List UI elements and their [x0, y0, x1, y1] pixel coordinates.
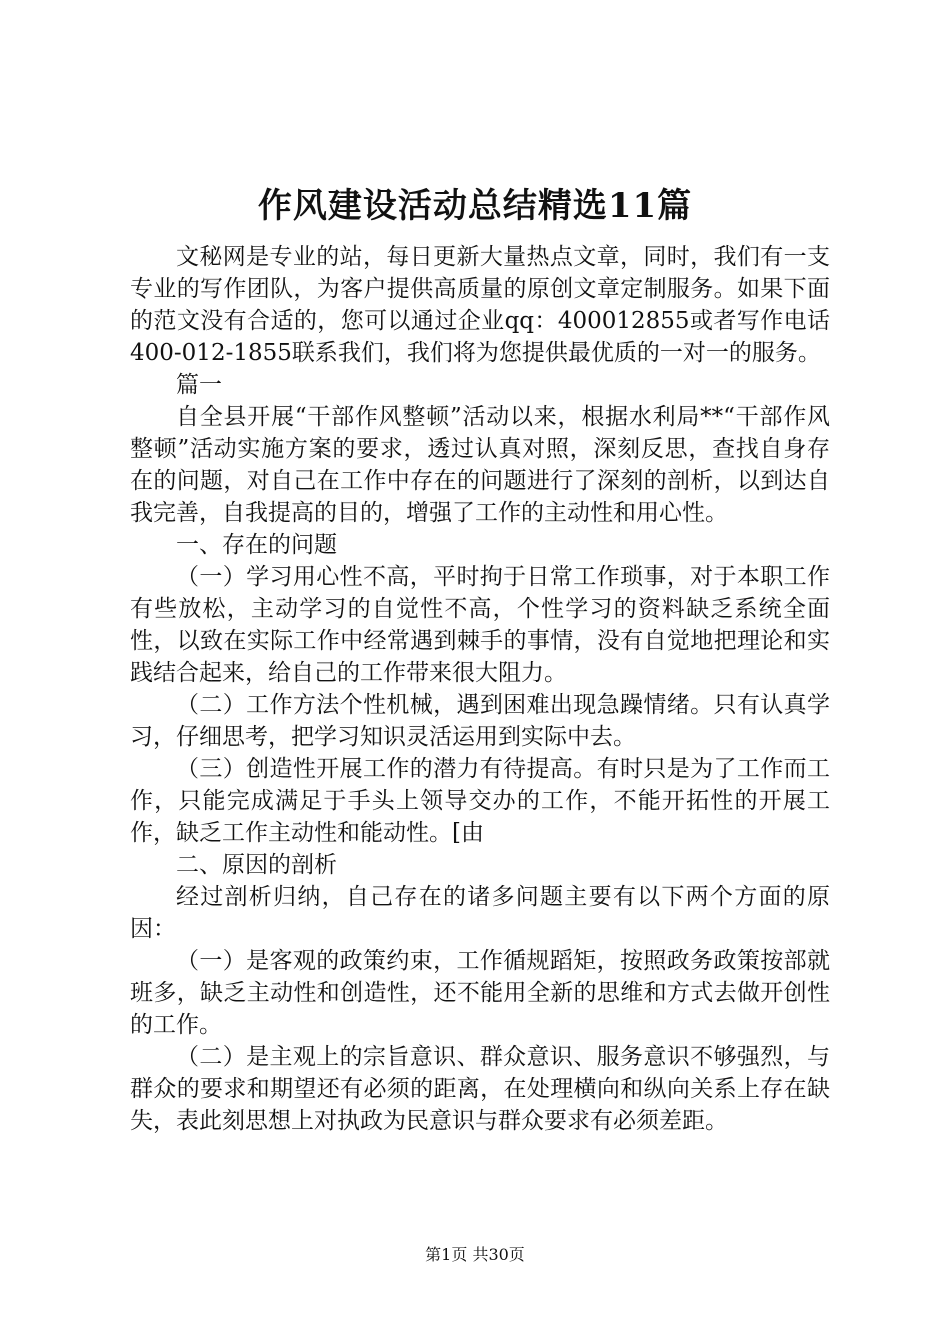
section-heading: 一、存在的问题	[176, 532, 337, 558]
body-paragraph: （二）是主观上的宗旨意识、群众意识、服务意识不够强烈，与群众的要求和期望还有必须的距离，在处理横向和纵向关系上存在缺失，表此刻思想上对执政为民意识与群众要求有必须差距。	[130, 1044, 830, 1134]
page-number-footer: 第1页 共30页	[425, 1245, 525, 1264]
body-paragraph: （二）工作方法个性机械，遇到困难出现急躁情绪。只有认真学习，仔细思考，把学习知识灵活运用到实际中去。	[130, 692, 830, 750]
section-heading: 二、原因的剖析	[176, 852, 337, 878]
body-paragraph: （一）是客观的政策约束，工作循规蹈矩，按照政务政策按部就班多，缺乏主动性和创造性，还不能用全新的思维和方式去做开创性的工作。	[130, 948, 830, 1038]
document-title: 作风建设活动总结精选11篇	[257, 186, 693, 226]
intro-paragraph: 文秘网是专业的站，每日更新大量热点文章，同时，我们有一支专业的写作团队，为客户提供高质量的原创文章定制服务。如果下面的范文没有合适的，您可以通过企业qq：400012855或者写作电话400-012-1855联系我们，我们将为您提供最优质的一对一的服务。	[130, 244, 830, 366]
document-body	[130, 241, 830, 1137]
body-paragraph: 经过剖析归纳，自己存在的诸多问题主要有以下两个方面的原因：	[130, 884, 830, 942]
section-label: 篇一	[176, 372, 222, 398]
body-paragraph: （三）创造性开展工作的潜力有待提高。有时只是为了工作而工作，只能完成满足于手头上领导交办的工作，不能开拓性的开展工作，缺乏工作主动性和能动性。[由	[130, 756, 830, 846]
body-paragraph: （一）学习用心性不高，平时拘于日常工作琐事，对于本职工作有些放松，主动学习的自觉性不高，个性学习的资料缺乏系统全面性，以致在实际工作中经常遇到棘手的事情，没有自觉地把理论和实践结合起来，给自己的工作带来很大阻力。	[130, 564, 830, 686]
body-paragraph: 自全县开展“干部作风整顿”活动以来，根据水利局**“干部作风整顿”活动实施方案的要求，透过认真对照，深刻反思，查找自身存在的问题，对自己在工作中存在的问题进行了深刻的剖析，以到达自我完善，自我提高的目的，增强了工作的主动性和用心性。	[130, 404, 830, 526]
